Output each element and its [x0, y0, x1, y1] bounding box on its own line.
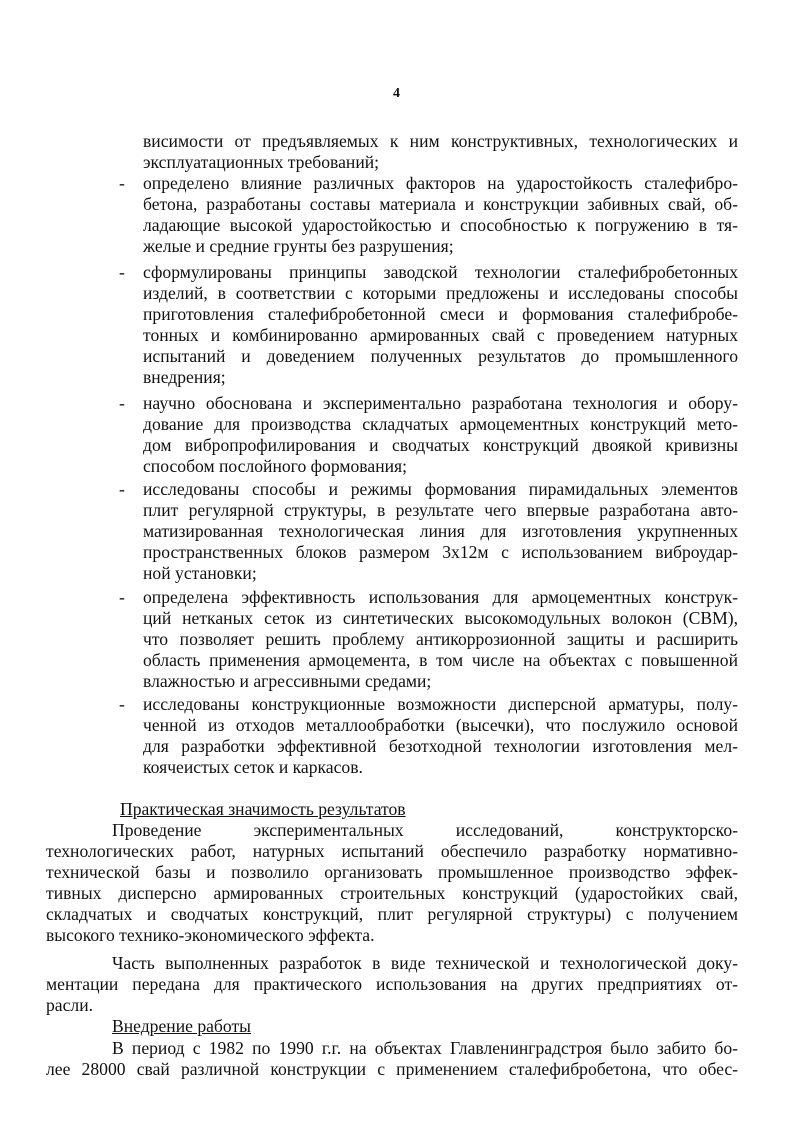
text-line: дом вибропрофилирования и сводчатых конструкций двоякой кривизны	[143, 435, 738, 455]
text-line: исследованы способы и режимы формования пирамидальных элементов	[143, 479, 738, 499]
text-line: технологических работ, натурных испытаний обеспечило разработку нормативно-	[46, 841, 738, 861]
bullet-dash: -	[119, 694, 125, 714]
text-line: расли.	[46, 995, 94, 1015]
text-line: пространственных блоков размером 3х12м с использованием виброудар-	[143, 542, 738, 562]
text-line: что позволяет решить проблему антикоррозионной защиты и расширить	[143, 629, 738, 649]
bullet-dash: -	[119, 479, 125, 499]
text-line: ченной из отходов металлообработки (высечки), что послужило основой	[143, 715, 738, 735]
text-line: ций нетканых сеток из синтетических высокомодульных волокон (СВМ),	[143, 608, 738, 628]
text-line: коячеистых сеток и каркасов.	[143, 757, 363, 777]
text-line: ладающие высокой ударостойкостью и способностью к погружению в тя-	[143, 215, 738, 235]
text-line: ментации передана для практического использования на других предприятиях от-	[46, 974, 738, 994]
text-line: определено влияние различных факторов на ударостойкость сталефибро-	[143, 173, 738, 193]
text-line: висимости от предъявляемых к ним конструктивных, технологических и	[143, 131, 738, 151]
section-heading-implementation: Внедрение работы	[112, 1016, 251, 1036]
text-line: Проведение экспериментальных исследований, конструкторско-	[112, 820, 738, 840]
text-line: желые и средние грунты без разрушения;	[143, 236, 454, 256]
page-number: 4	[393, 86, 400, 101]
text-line: изделий, в соответствии с которыми предложены и исследованы способы	[143, 283, 738, 303]
text-line: бетона, разработаны составы материала и конструкции забивных свай, об-	[143, 194, 738, 214]
text-line: В период с 1982 по 1990 г.г. на объектах Главленинградстроя было забито бо-	[112, 1038, 738, 1058]
text-line: складчатых и сводчатых конструкций, плит регулярной структуры) с получением	[46, 904, 738, 924]
text-line: способом послойного формования;	[143, 456, 408, 476]
text-line: дование для производства складчатых армоцементных конструкций мето-	[143, 414, 738, 434]
text-line: высокого технико-экономического эффекта.	[46, 925, 375, 945]
text-line: эксплуатационных требований;	[143, 152, 380, 172]
text-line: тонных и комбинированно армированных свай с проведением натурных	[143, 325, 738, 345]
text-line: испытаний и доведением полученных результатов до промышленного	[143, 346, 738, 366]
text-line: исследованы конструкционные возможности дисперсной арматуры, полу-	[143, 694, 738, 714]
text-line: внедрения;	[143, 367, 226, 387]
bullet-dash: -	[119, 173, 125, 193]
text-line: ной установки;	[143, 563, 257, 583]
text-line: технической базы и позволило организовать промышленное производство эффек-	[46, 862, 738, 882]
text-line: приготовления сталефибробетонной смеси и формования сталефибробе-	[143, 304, 738, 324]
text-line: область применения армоцемента, в том числе на объектах с повышенной	[143, 650, 738, 670]
section-heading-practical: Практическая значимость результатов	[120, 799, 406, 819]
text-line: плит регулярной структуры, в результате чего впервые разработана авто-	[143, 500, 738, 520]
bullet-dash: -	[119, 393, 125, 413]
text-line: влажностью и агрессивными средами;	[143, 671, 432, 691]
text-line: определена эффективность использования для армоцементных конструк-	[143, 587, 738, 607]
bullet-dash: -	[119, 587, 125, 607]
text-line: для разработки эффективной безотходной технологии изготовления мел-	[143, 736, 738, 756]
text-line: лее 28000 свай различной конструкции с применением сталефибробетона, что обес-	[46, 1059, 738, 1079]
text-line: тивных дисперсно армированных строительных конструкций (ударостойких свай,	[46, 883, 738, 903]
text-line: научно обоснована и экспериментально разработана технология и обору-	[143, 393, 738, 413]
bullet-dash: -	[119, 262, 125, 282]
text-line: Часть выполненных разработок в виде технической и технологической доку-	[112, 953, 738, 973]
text-line: матизированная технологическая линия для изготовления укрупненных	[143, 521, 738, 541]
text-line: сформулированы принципы заводской технологии сталефибробетонных	[143, 262, 738, 282]
